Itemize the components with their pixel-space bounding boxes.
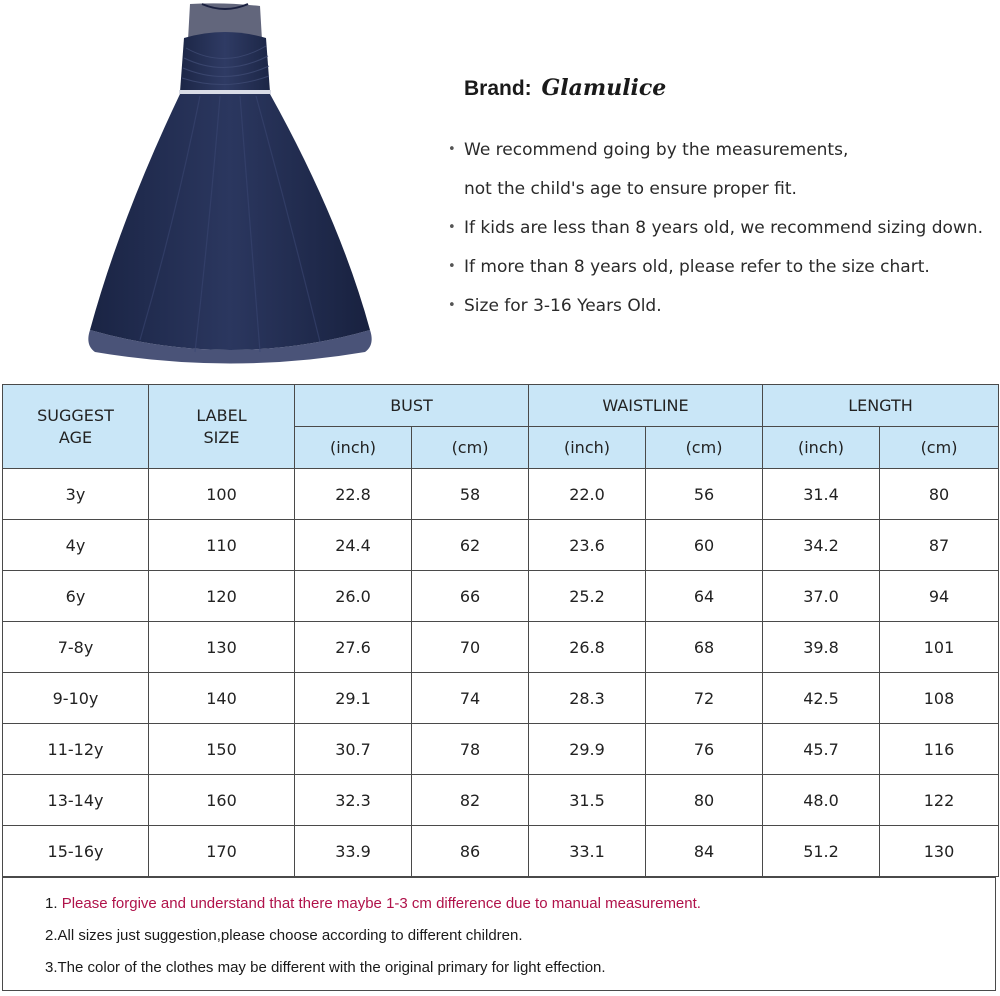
cell-label-size: 100 — [149, 469, 295, 520]
brand-name: Glamulice — [541, 75, 667, 101]
cell-waist-inch: 29.9 — [529, 724, 646, 775]
cell-length-inch: 37.0 — [763, 571, 880, 622]
cell-length-cm: 87 — [880, 520, 999, 571]
bullet-icon: • — [448, 142, 456, 157]
cell-length-inch: 45.7 — [763, 724, 880, 775]
cell-bust-cm: 82 — [412, 775, 529, 826]
cell-label-size: 120 — [149, 571, 295, 622]
cell-length-cm: 94 — [880, 571, 999, 622]
header-length: LENGTH — [763, 385, 999, 427]
cell-bust-cm: 62 — [412, 520, 529, 571]
note-3: 3.The color of the clothes may be different with the original primary for light effection. — [45, 959, 606, 976]
brand-label: Brand: — [464, 77, 532, 100]
note-2: 2.All sizes just suggestion,please choose according to different children. — [45, 927, 523, 944]
list-item: • If kids are less than 8 years old, we recommend sizing down. — [448, 218, 983, 238]
cell-age: 9-10y — [3, 673, 149, 724]
cell-waist-cm: 84 — [646, 826, 763, 877]
cell-age: 15-16y — [3, 826, 149, 877]
cell-bust-inch: 29.1 — [295, 673, 412, 724]
notes-box — [2, 877, 996, 991]
cell-length-cm: 122 — [880, 775, 999, 826]
cell-age: 7-8y — [3, 622, 149, 673]
cell-bust-inch: 22.8 — [295, 469, 412, 520]
cell-bust-cm: 74 — [412, 673, 529, 724]
cell-length-inch: 42.5 — [763, 673, 880, 724]
cell-age: 4y — [3, 520, 149, 571]
table-row — [3, 724, 999, 775]
cell-length-cm: 116 — [880, 724, 999, 775]
cell-bust-cm: 86 — [412, 826, 529, 877]
cell-waist-inch: 26.8 — [529, 622, 646, 673]
info-panel — [448, 72, 988, 335]
cell-waist-inch: 22.0 — [529, 469, 646, 520]
bullet-icon: • — [448, 298, 456, 313]
table-row — [3, 571, 999, 622]
cell-waist-cm: 60 — [646, 520, 763, 571]
cell-bust-inch: 30.7 — [295, 724, 412, 775]
cell-waist-inch: 25.2 — [529, 571, 646, 622]
cell-length-inch: 48.0 — [763, 775, 880, 826]
table-row — [3, 622, 999, 673]
recommendation-list — [448, 140, 988, 316]
table-row — [3, 775, 999, 826]
cell-bust-cm: 58 — [412, 469, 529, 520]
cell-age: 6y — [3, 571, 149, 622]
note-1-text: Please forgive and understand that there maybe 1-3 cm difference due to manual measurement. — [61, 895, 701, 912]
cell-waist-cm: 56 — [646, 469, 763, 520]
cell-label-size: 150 — [149, 724, 295, 775]
cell-label-size: 130 — [149, 622, 295, 673]
header-length-cm: (cm) — [880, 427, 999, 469]
cell-waist-inch: 33.1 — [529, 826, 646, 877]
cell-label-size: 110 — [149, 520, 295, 571]
cell-waist-inch: 28.3 — [529, 673, 646, 724]
bullet-icon: • — [448, 220, 456, 235]
cell-length-cm: 130 — [880, 826, 999, 877]
header-waist-cm: (cm) — [646, 427, 763, 469]
cell-waist-cm: 76 — [646, 724, 763, 775]
cell-waist-cm: 80 — [646, 775, 763, 826]
header-bust-inch: (inch) — [295, 427, 412, 469]
list-item: • We recommend going by the measurements, not the child's age to ensure proper fit. — [448, 140, 849, 199]
cell-age: 11-12y — [3, 724, 149, 775]
bullet-icon: • — [448, 259, 456, 274]
list-item: • Size for 3-16 Years Old. — [448, 296, 662, 316]
cell-bust-inch: 26.0 — [295, 571, 412, 622]
size-chart-body — [3, 469, 999, 877]
header-suggest-age: SUGGEST AGE — [3, 385, 149, 469]
cell-length-inch: 51.2 — [763, 826, 880, 877]
cell-bust-inch: 24.4 — [295, 520, 412, 571]
cell-waist-inch: 23.6 — [529, 520, 646, 571]
cell-bust-inch: 32.3 — [295, 775, 412, 826]
dress-image — [80, 0, 380, 370]
cell-bust-cm: 78 — [412, 724, 529, 775]
cell-bust-cm: 66 — [412, 571, 529, 622]
cell-bust-inch: 27.6 — [295, 622, 412, 673]
cell-length-inch: 39.8 — [763, 622, 880, 673]
cell-length-inch: 31.4 — [763, 469, 880, 520]
cell-waist-cm: 72 — [646, 673, 763, 724]
cell-length-cm: 101 — [880, 622, 999, 673]
list-item: • If more than 8 years old, please refer to the size chart. — [448, 257, 930, 277]
cell-bust-inch: 33.9 — [295, 826, 412, 877]
cell-length-inch: 34.2 — [763, 520, 880, 571]
cell-bust-cm: 70 — [412, 622, 529, 673]
table-row — [3, 826, 999, 877]
cell-length-cm: 108 — [880, 673, 999, 724]
header-bust-cm: (cm) — [412, 427, 529, 469]
cell-waist-cm: 68 — [646, 622, 763, 673]
cell-age: 3y — [3, 469, 149, 520]
cell-waist-cm: 64 — [646, 571, 763, 622]
table-row — [3, 673, 999, 724]
cell-label-size: 160 — [149, 775, 295, 826]
size-chart-table — [2, 384, 999, 877]
brand-line — [464, 72, 988, 104]
header-waistline: WAISTLINE — [529, 385, 763, 427]
cell-label-size: 140 — [149, 673, 295, 724]
cell-waist-inch: 31.5 — [529, 775, 646, 826]
table-row — [3, 520, 999, 571]
header-waist-inch: (inch) — [529, 427, 646, 469]
table-row — [3, 469, 999, 520]
note-1: 1. Please forgive and understand that there maybe 1-3 cm difference due to manual measurement. — [45, 895, 701, 912]
cell-age: 13-14y — [3, 775, 149, 826]
header-label-size: LABEL SIZE — [149, 385, 295, 469]
header-bust: BUST — [295, 385, 529, 427]
cell-length-cm: 80 — [880, 469, 999, 520]
header-length-inch: (inch) — [763, 427, 880, 469]
cell-label-size: 170 — [149, 826, 295, 877]
